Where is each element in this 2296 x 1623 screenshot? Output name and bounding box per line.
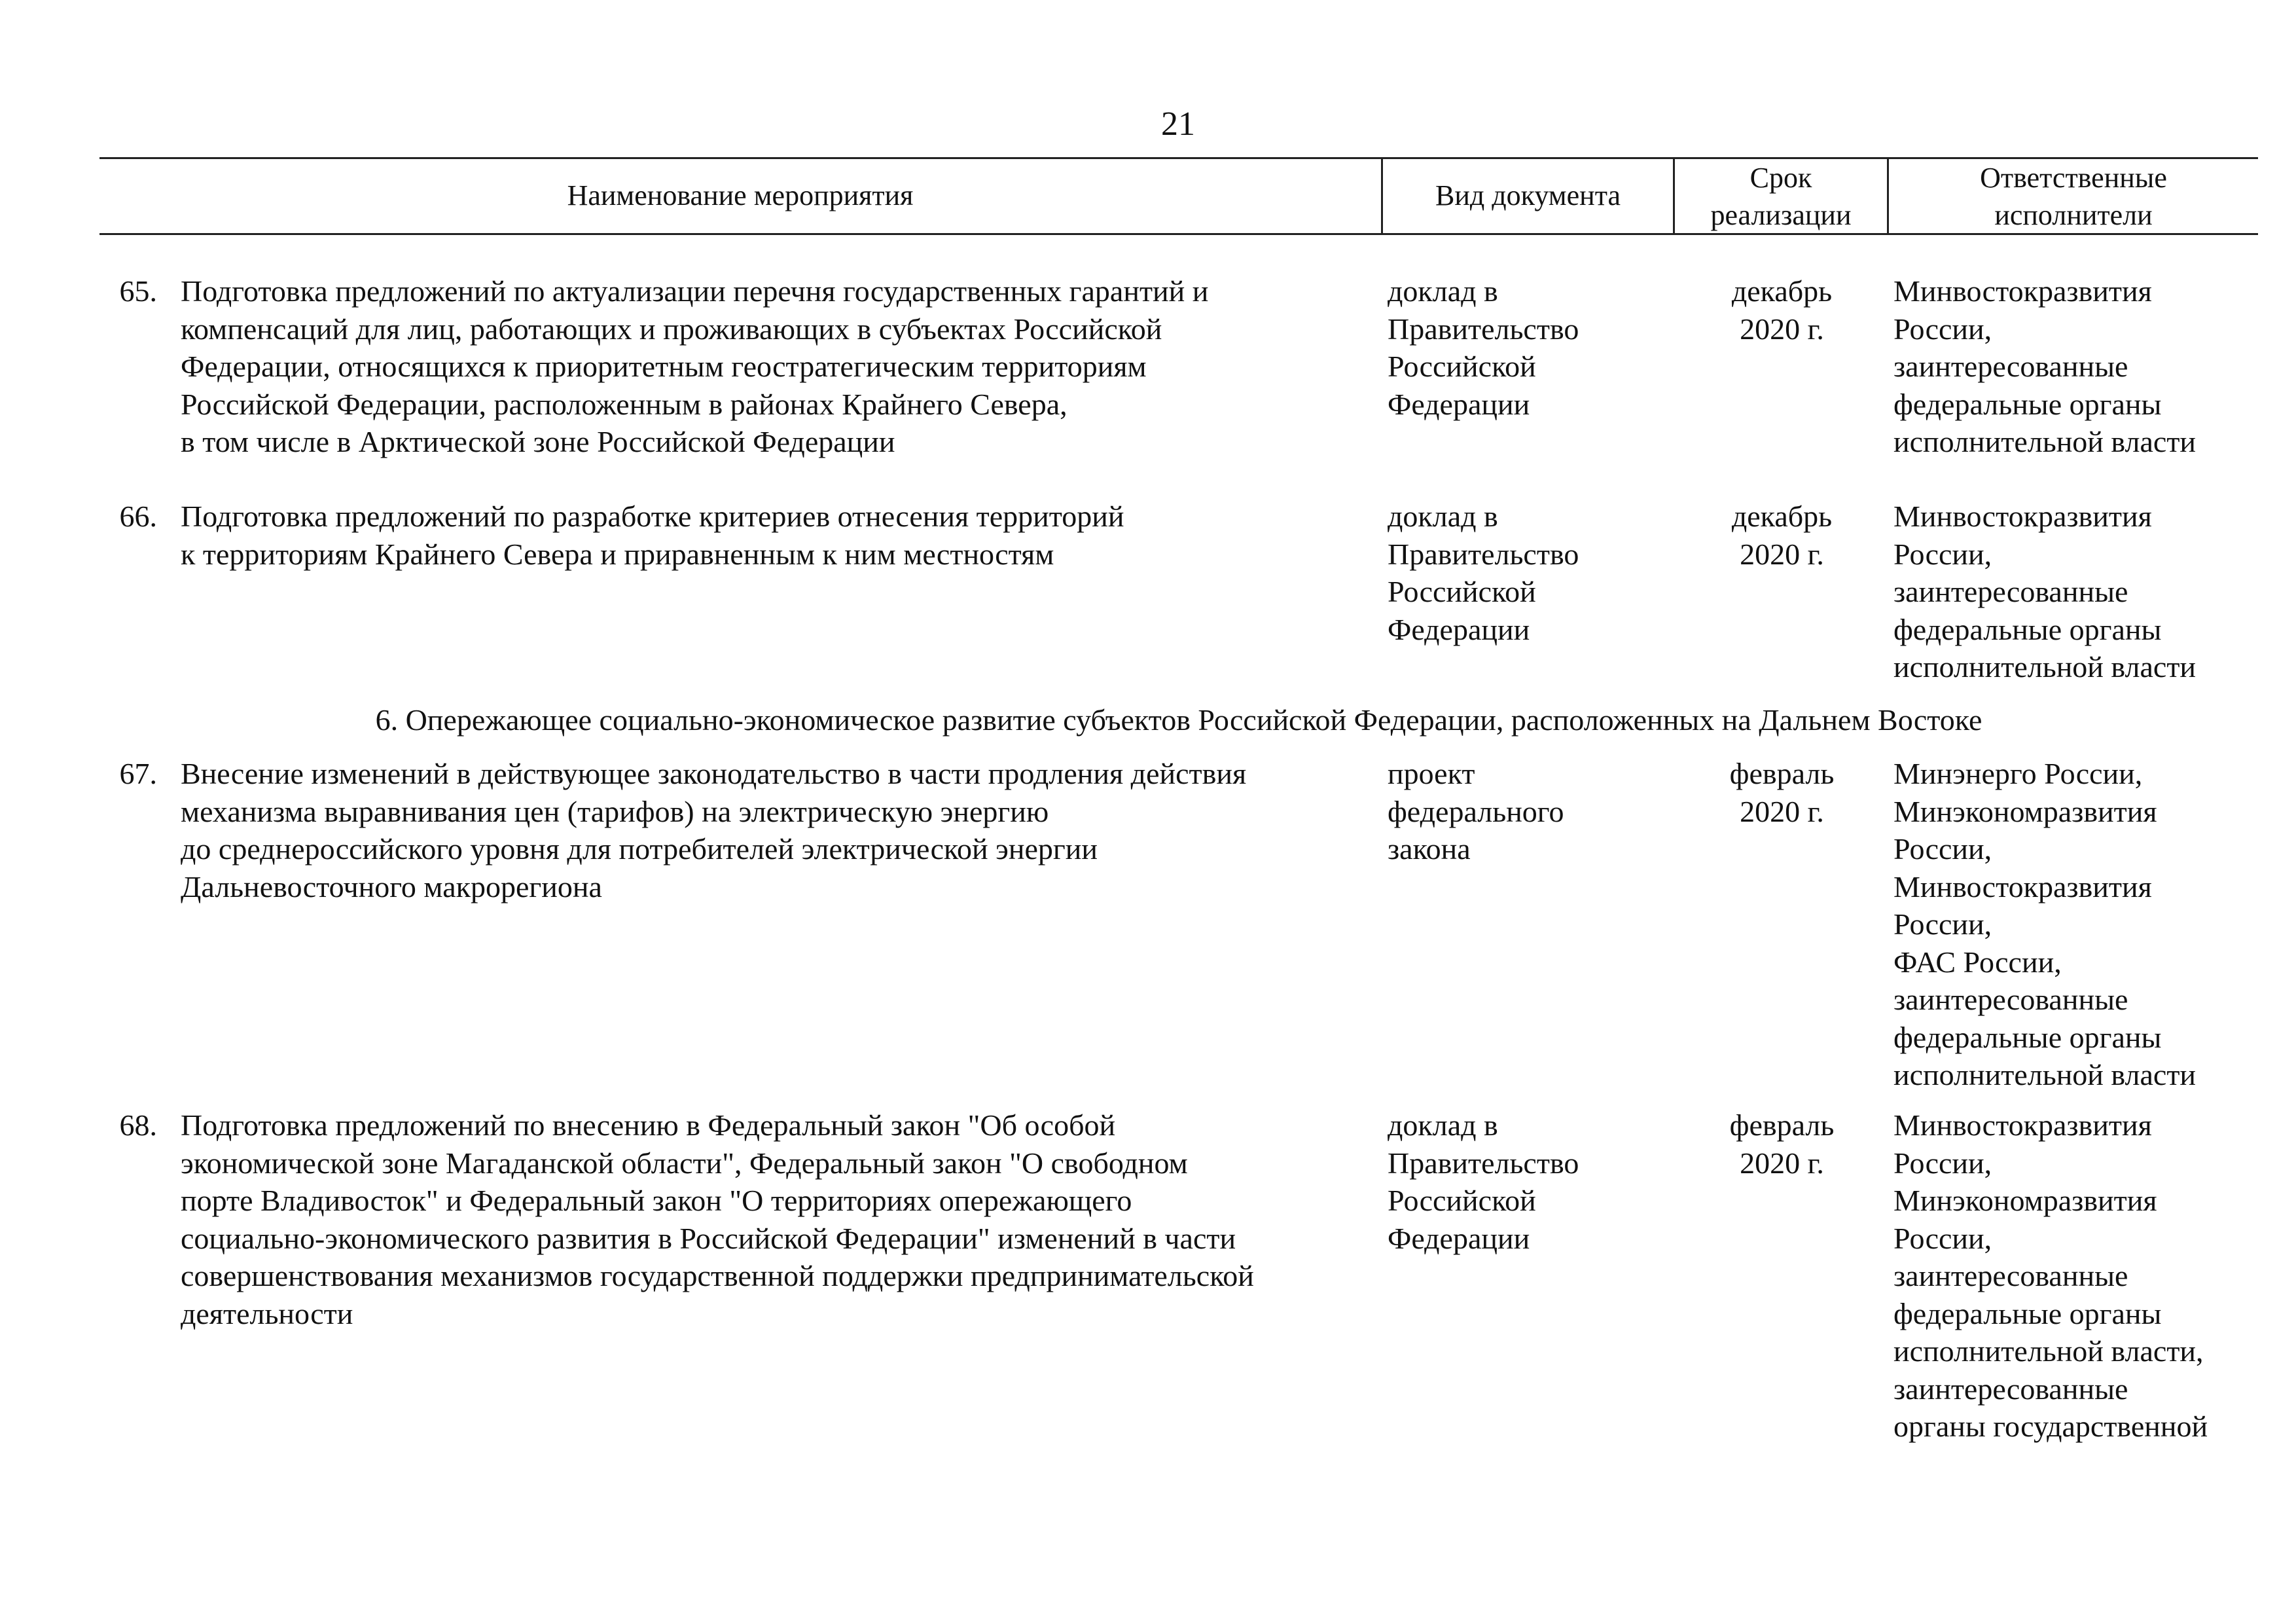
row-responsible: Минвостокразвития России, Минэкономразвития России, заинтересованные федеральные органы исполнительной власти, заинтересованные органы государственной	[1893, 1108, 2208, 1443]
row-event-text: Подготовка предложений по разработке критериев отнесения территорий к территориям Крайнего Севера и приравненным к ним местностям	[181, 500, 1124, 571]
header-doc-type: Вид документа	[1435, 179, 1621, 211]
row-event-text: Подготовка предложений по внесению в Федеральный закон "Об особой экономической зоне Магаданской области", Федеральный закон "О свободном порте Владивосток" и Федеральный закон "О территориях опережающего социально-экономического развития в Российской Федерации" изменений в части совершенствования механизмов государственной поддержки предпринимательской деятельности	[181, 1108, 1254, 1330]
row-doc-type: доклад в Правительство Российской Федерации	[1388, 1108, 1579, 1255]
row-doc-type: проект федерального закона	[1388, 757, 1564, 866]
row-number: 65.	[119, 274, 157, 308]
row-responsible: Минвостокразвития России, заинтересованные федеральные органы исполнительной власти	[1893, 274, 2197, 458]
row-doc-type: доклад в Правительство Российской Федерации	[1388, 274, 1579, 421]
row-deadline: февраль 2020 г.	[1729, 757, 1835, 828]
row-doc-type: доклад в Правительство Российской Федерации	[1388, 500, 1579, 646]
row-event-text: Подготовка предложений по актуализации перечня государственных гарантий и компенсаций для лиц, работающих и проживающих в субъектах Российской Федерации, относящихся к приоритетным геостратегическим территориям Российской Федерации, расположенным в районах Крайнего Севера, в том числе в Арктической зоне Российской Федерации	[181, 274, 1209, 458]
row-responsible: Минэнерго России, Минэкономразвития России, Минвостокразвития России, ФАС России, заинтересованные федеральные органы исполнительной власти	[1893, 757, 2197, 1091]
section-title: 6. Опережающее социально-экономическое развитие субъектов Российской Федерации, расположенных на Дальнем Востоке	[375, 703, 1982, 737]
row-deadline: декабрь 2020 г.	[1731, 274, 1833, 346]
header-responsible: Ответственные исполнители	[1980, 162, 2167, 231]
page-number: 21	[1161, 105, 1195, 143]
header-event-name: Наименование мероприятия	[567, 179, 914, 211]
row-responsible: Минвостокразвития России, заинтересованные федеральные органы исполнительной власти	[1893, 500, 2197, 684]
row-deadline: февраль 2020 г.	[1729, 1108, 1835, 1180]
header-deadline: Срок реализации	[1710, 162, 1852, 231]
row-deadline: декабрь 2020 г.	[1731, 500, 1833, 571]
row-number: 66.	[119, 500, 157, 533]
row-number: 68.	[119, 1108, 157, 1142]
row-number: 67.	[119, 757, 157, 790]
row-event-text: Внесение изменений в действующее законодательство в части продления действия механизма выравнивания цен (тарифов) на электрическую энергию до среднероссийского уровня для потребителей электрической энергии Дальневосточного макрорегиона	[181, 757, 1247, 903]
